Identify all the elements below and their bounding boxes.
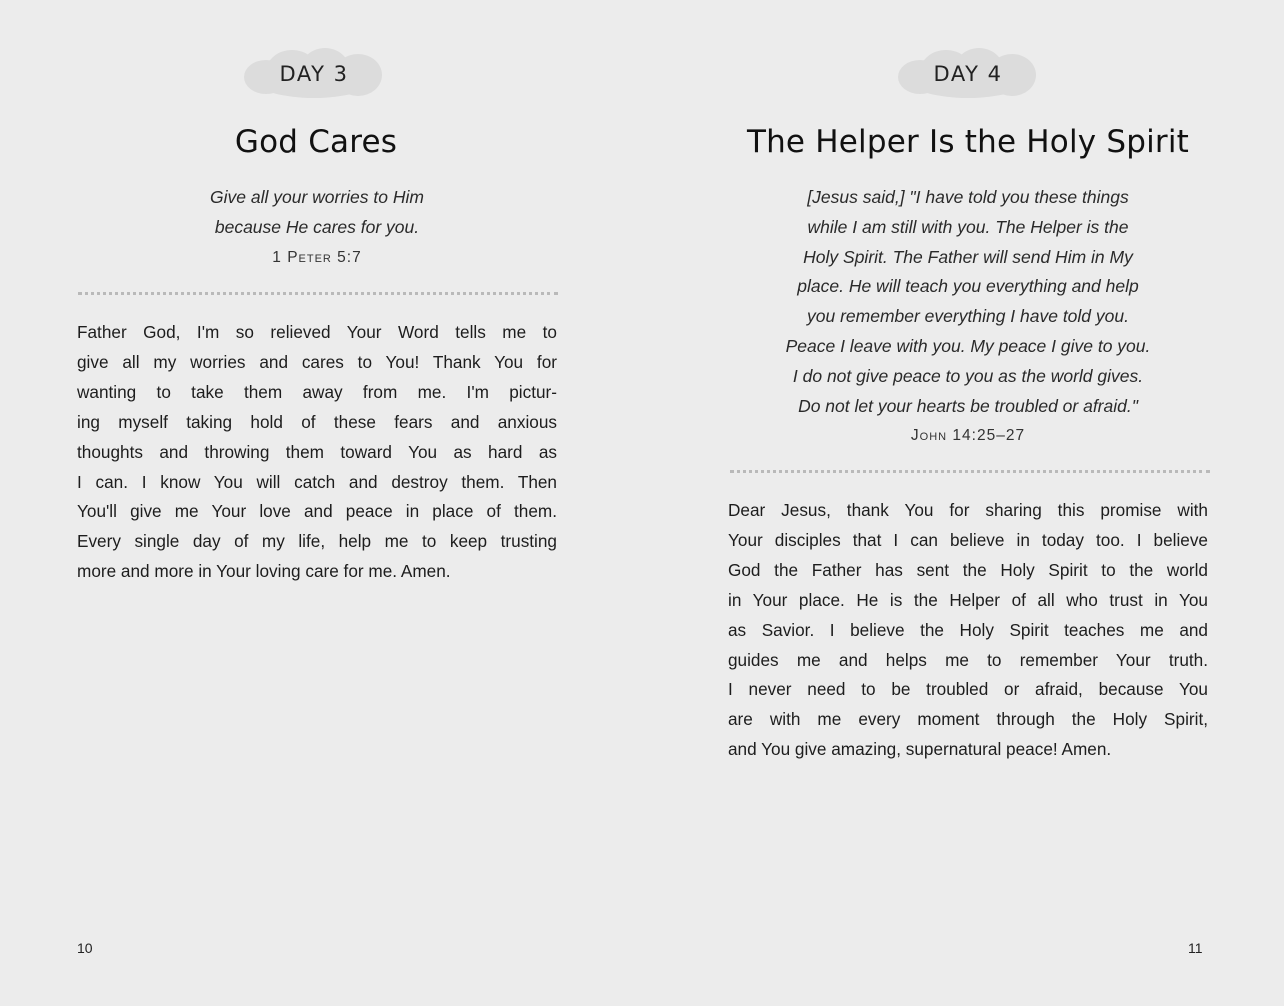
day-badge [238, 44, 390, 104]
prayer-line: and You give amazing, supernatural peace! Amen. [728, 739, 1112, 760]
devotion-title: The Helper Is the Holy Spirit [746, 124, 1190, 160]
scripture-verse [76, 183, 558, 272]
verse-line: place. He will teach you everything and help [797, 276, 1139, 297]
prayer-line: thoughts and throwing them toward You as hard as [77, 441, 557, 462]
scripture-reference: John 14:25–27 [910, 427, 1026, 445]
prayer-line: are with me every moment through the Holy Spirit, [728, 709, 1208, 730]
prayer-line: in Your place. He is the Helper of all who trust in You [728, 589, 1208, 610]
prayer-line: I never need to be troubled or afraid, because You [728, 679, 1208, 700]
prayer-line: guides me and helps me to remember Your truth. [728, 649, 1208, 670]
prayer-line: Dear Jesus, thank You for sharing this promise with [728, 500, 1208, 520]
verse-line: [Jesus said,] "I have told you these things [807, 187, 1129, 207]
prayer-line: Your disciples that I can believe in today too. I believe [728, 529, 1208, 550]
verse-line: Holy Spirit. The Father will send Him in My [803, 246, 1133, 267]
day-label: DAY 3 [279, 62, 349, 86]
dotted-divider [78, 292, 558, 295]
page-number: 11 [1188, 940, 1203, 956]
verse-line: because He cares for you. [214, 216, 420, 237]
verse-line: I do not give peace to you as the world gives. [792, 365, 1144, 386]
prayer-line: ing myself taking hold of these fears and anxious [77, 411, 557, 432]
prayer-line: You'll give me Your love and peace in place of them. [77, 501, 557, 522]
page-number: 10 [77, 940, 93, 956]
prayer-line: Father God, I'm so relieved Your Word tells me to [77, 322, 557, 342]
prayer-line: God the Father has sent the Holy Spirit to the world [728, 559, 1208, 580]
dotted-divider [730, 470, 1210, 473]
prayer-line: more and more in Your loving care for me. Amen. [77, 561, 451, 582]
day-label: DAY 4 [933, 62, 1003, 86]
prayer-text [728, 496, 1208, 765]
scripture-verse [728, 183, 1208, 451]
verse-line: you remember everything I have told you. [807, 306, 1129, 327]
scripture-reference: 1 Peter 5:7 [272, 248, 362, 266]
day-badge [892, 44, 1044, 104]
prayer-line: I can. I know You will catch and destroy them. Then [77, 471, 557, 492]
prayer-line: Every single day of my life, help me to keep trusting [77, 531, 557, 552]
prayer-text [77, 318, 557, 587]
verse-line: Give all your worries to Him [210, 187, 424, 207]
right-page [642, 0, 1284, 1006]
prayer-line: as Savior. I believe the Holy Spirit teaches me and [728, 619, 1208, 640]
devotion-title: God Cares [234, 124, 398, 160]
prayer-line: give all my worries and cares to You! Thank You for [77, 351, 557, 372]
verse-line: Peace I leave with you. My peace I give to you. [785, 335, 1151, 356]
verse-line: Do not let your hearts be troubled or afraid." [798, 395, 1138, 416]
prayer-line: wanting to take them away from me. I'm pictur- [77, 381, 557, 402]
verse-line: while I am still with you. The Helper is the [807, 216, 1129, 237]
